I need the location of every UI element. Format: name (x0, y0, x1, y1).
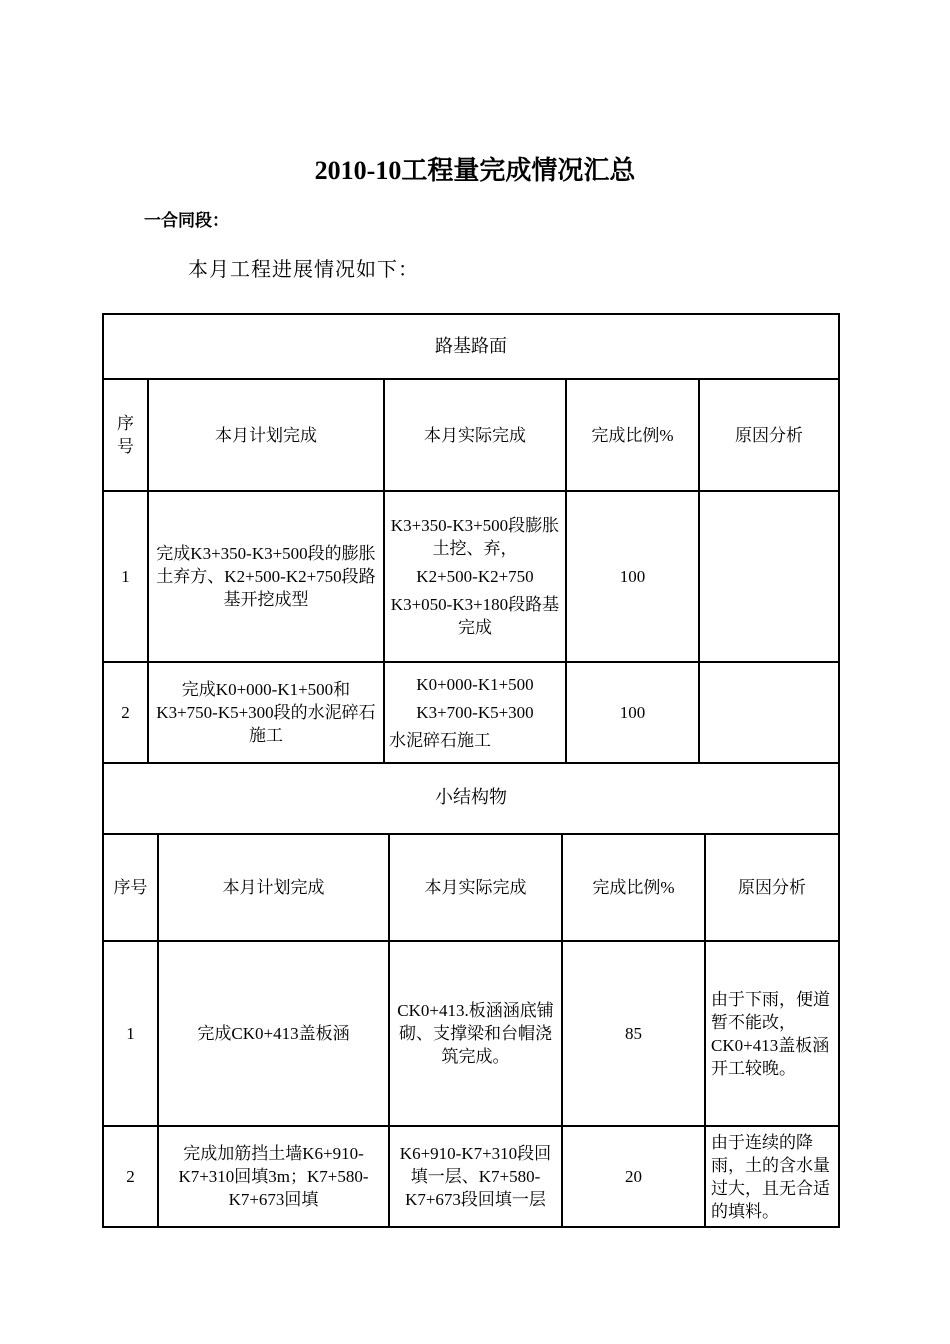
row-plan: 完成加筋挡土墙K6+910-K7+310回填3m；K7+580-K7+673回填 (158, 1126, 389, 1227)
header-reason: 原因分析 (699, 379, 839, 491)
header-actual: 本月实际完成 (389, 834, 562, 941)
section-title-roadbed: 路基路面 (103, 314, 839, 379)
page-title: 2010-10工程量完成情况汇总 (314, 156, 636, 185)
row-actual-line: K3+050-K3+180段路基完成 (390, 595, 560, 637)
table-roadbed (102, 313, 840, 764)
header-no: 序号 (103, 379, 148, 491)
row-ratio: 85 (562, 941, 705, 1126)
header-no: 序号 (103, 834, 158, 941)
row-actual-line: K0+000-K1+500 (416, 675, 534, 694)
intro-text: 本月工程进展情况如下： (188, 259, 419, 281)
header-plan: 本月计划完成 (158, 834, 389, 941)
table-header-row (103, 834, 839, 941)
row-actual-line: K3+350-K3+500段膨胀土挖、弃， (390, 516, 560, 558)
row-no: 1 (103, 941, 158, 1126)
header-actual: 本月实际完成 (384, 379, 566, 491)
row-actual (384, 491, 566, 662)
row-reason (699, 491, 839, 662)
contract-section-label: 一合同段： (144, 211, 229, 230)
section-title-small-structures: 小结构物 (103, 762, 839, 834)
table-row (103, 491, 839, 662)
row-no: 1 (103, 491, 148, 662)
row-actual-line: 水泥碎石施工 (389, 731, 491, 750)
row-ratio: 100 (566, 491, 699, 662)
row-reason: 由于连续的降雨，土的含水量过大，且无合适的填料。 (705, 1126, 839, 1227)
row-no: 2 (103, 1126, 158, 1227)
row-reason: 由于下雨，便道暂不能改，CK0+413盖板涵开工较晚。 (705, 941, 839, 1126)
row-actual-line: K3+700-K5+300 (416, 703, 534, 722)
table-row (103, 662, 839, 763)
row-plan: 完成K3+350-K3+500段的膨胀土弃方、K2+500-K2+750段路基开挖成型 (148, 491, 384, 662)
header-plan: 本月计划完成 (148, 379, 384, 491)
header-ratio: 完成比例% (562, 834, 705, 941)
header-ratio: 完成比例% (566, 379, 699, 491)
row-actual (384, 662, 566, 763)
row-actual: K6+910-K7+310段回填一层、K7+580-K7+673段回填一层 (389, 1126, 562, 1227)
row-plan: 完成K0+000-K1+500和K3+750-K5+300段的水泥碎石施工 (148, 662, 384, 763)
row-reason (699, 662, 839, 763)
row-plan: 完成CK0+413盖板涵 (158, 941, 389, 1126)
row-actual: CK0+413.板涵涵底铺砌、支撑梁和台帽浇筑完成。 (389, 941, 562, 1126)
table-row (103, 1126, 839, 1227)
row-no: 2 (103, 662, 148, 763)
row-ratio: 100 (566, 662, 699, 763)
table-small-structures (102, 762, 840, 1228)
header-reason: 原因分析 (705, 834, 839, 941)
table-header-row (103, 379, 839, 491)
row-ratio: 20 (562, 1126, 705, 1227)
row-actual-line: K2+500-K2+750 (416, 567, 534, 586)
table-row (103, 941, 839, 1126)
